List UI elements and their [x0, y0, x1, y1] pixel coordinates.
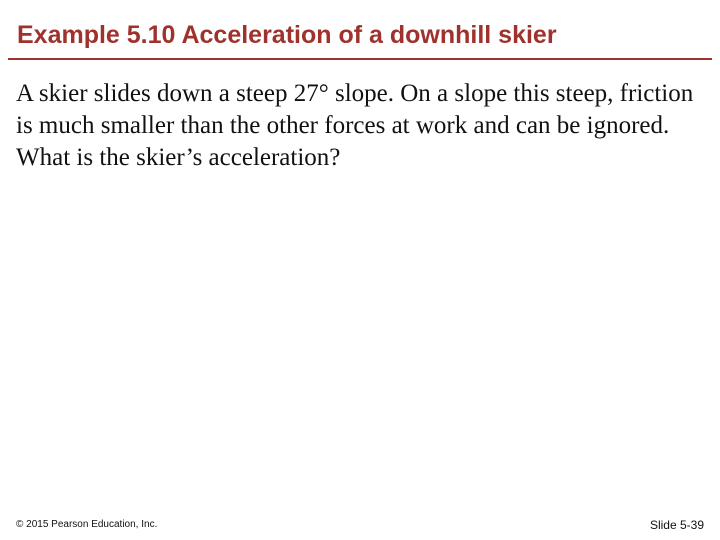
- copyright-notice: © 2015 Pearson Education, Inc.: [16, 519, 158, 530]
- problem-statement: A skier slides down a steep 27° slope. On a slope this steep, friction is much smaller than the other forces at work and can be ignored. What is the skier’s acceleration?: [16, 80, 694, 171]
- slide-title: Example 5.10 Acceleration of a downhill skier: [17, 21, 557, 49]
- title-divider: [8, 58, 712, 60]
- slide-number: Slide 5-39: [649, 518, 704, 532]
